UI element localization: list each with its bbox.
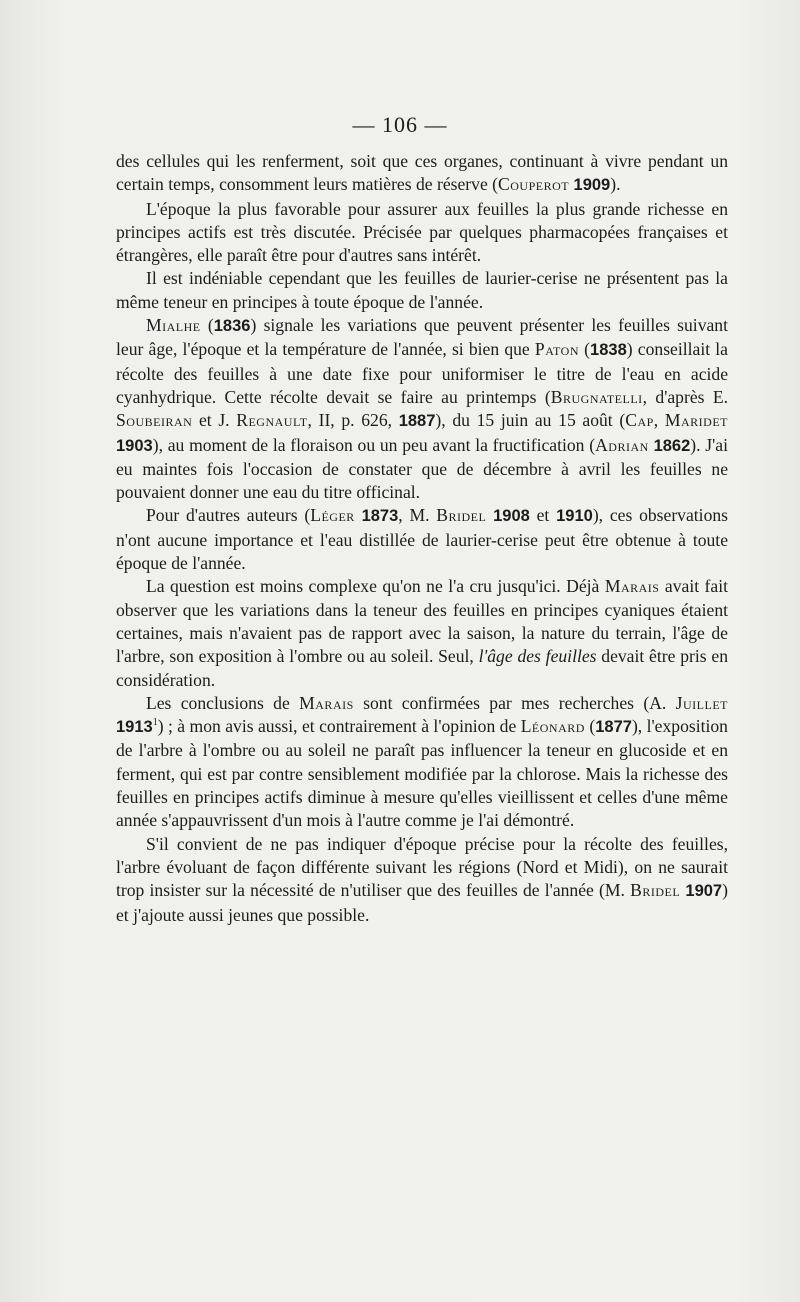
year-reference: 1913 xyxy=(116,718,153,737)
author-name: Bridel xyxy=(436,505,487,526)
author-name: Soubeiran xyxy=(116,410,193,431)
author-name: Léonard xyxy=(520,716,585,737)
author-name: Adrian xyxy=(595,434,649,455)
text-run: , xyxy=(653,410,665,431)
paragraph xyxy=(116,692,728,833)
author-name: Marais xyxy=(299,692,354,713)
author-name: Mialhe xyxy=(146,315,201,336)
text-run: ) et j'ajoute aussi jeunes que possible. xyxy=(116,880,728,925)
year-reference: 1877 xyxy=(595,718,632,737)
paragraph xyxy=(116,575,728,691)
text-run: devait être pris en considération. xyxy=(116,646,728,690)
body-text xyxy=(116,150,728,927)
paragraph xyxy=(116,504,728,575)
text-run: des cellules qui les renferment, soit que ces organes, continuant à vivre pendant un certain temps, consomment leurs matières de réserve ( xyxy=(116,151,728,195)
year-reference: 1887 xyxy=(398,412,436,431)
text-run: et xyxy=(529,505,557,526)
text-run: ). xyxy=(610,174,621,195)
text-run: Pour d'autres auteurs ( xyxy=(146,505,311,526)
author-name: Léger xyxy=(310,505,355,526)
author-name: Cap xyxy=(625,410,654,431)
year-reference: 1836 xyxy=(213,317,251,336)
year-reference: 1909 xyxy=(573,176,611,195)
year-reference: 1907 xyxy=(685,882,723,901)
author-name: Brugnatelli xyxy=(550,386,643,407)
paragraph xyxy=(116,267,728,314)
text-run: sont confirmées par mes recherches (A. xyxy=(353,692,676,713)
text-run: ), au moment de la floraison ou un peu avant la fructification ( xyxy=(152,434,596,455)
year-reference: 1873 xyxy=(361,507,399,526)
paragraph xyxy=(116,150,728,198)
year-reference: 1862 xyxy=(653,436,691,455)
paragraph xyxy=(116,198,728,268)
text-run: ) conseillait la récolte des feuilles à une date fixe pour uniformiser le titre de l'eau en acide cyanhydrique. Cette récolte devait se faire au printemps ( xyxy=(116,339,728,407)
year-reference: 1908 xyxy=(493,507,530,526)
text-run: L'époque la plus favorable pour assurer aux feuilles la plus grande richesse en principes actifs est très discutée. Précisée par quelques pharmacopées françaises et étrangères, elle paraît être pour d'autres sans intérêt. xyxy=(116,198,728,266)
text-run: S'il convient de ne pas indiquer d'époque précise pour la récolte des feuilles, l'arbre évoluant de façon différente suivant les régions (Nord et Midi), on ne saurait trop insister sur la nécessité de n'utiliser que des feuilles de l'année (M. xyxy=(116,833,728,901)
author-name: Maridet xyxy=(664,410,728,431)
text-run: ) ; à mon avis aussi, et contrairement à l'opinion de xyxy=(157,716,521,737)
text-run: Les conclusions de xyxy=(146,692,300,713)
text-run: ), l'exposition de l'arbre à l'ombre ou au soleil ne paraît pas influencer la teneur en glucoside et en ferment, qui est par contre sensiblement modifiée par la chlorose. Mais la richesse des feuilles en principes actifs diminue à mesure qu'elles vieillissent et celles d'une même année s'appauvrissent d'un mois à l'autre comme je l'ai démontré. xyxy=(116,716,728,831)
text-run: ) signale les variations que peuvent présenter les feuilles suivant leur âge, l'époque et la température de l'année, si bien que xyxy=(116,315,728,360)
text-run: , d'après E. xyxy=(642,386,728,407)
text-run: ), du 15 juin au 15 août ( xyxy=(435,410,626,431)
author-name: Bridel xyxy=(630,880,681,901)
year-reference: 1910 xyxy=(556,507,593,526)
text-run: ( xyxy=(584,716,596,737)
author-name: Couperot xyxy=(498,174,570,195)
text-run: , M. xyxy=(398,505,437,526)
text-run: ), ces observations n'ont aucune importance et l'eau distillée de laurier-cerise peut être obtenue à toute époque de l'année. xyxy=(116,505,729,574)
author-name: Paton xyxy=(534,339,579,360)
page-number: — 106 — xyxy=(352,112,448,137)
text-run: avait fait observer que les variations dans la teneur des feuilles en principes cyaniques étaient certaines, mais n'avaient pas de rapport avec la saison, la nature du terrain, l'âge de l'arbre, son exposition à l'ombre ou au soleil. Seul, xyxy=(116,576,728,667)
year-reference: 1903 xyxy=(116,436,153,455)
text-run: et J. xyxy=(192,410,237,431)
text-run: ( xyxy=(200,315,214,336)
paragraph xyxy=(116,314,728,504)
text-run: ). J'ai eu maintes fois l'occasion de constater que de décembre à avril les feuilles ne pouvaient donner une eau du titre officinal. xyxy=(116,434,728,503)
author-name: Juillet xyxy=(675,692,729,713)
emphasis-text: l'âge des feuilles xyxy=(478,646,597,667)
text-run xyxy=(355,505,362,525)
footnote-marker: 1 xyxy=(152,717,158,729)
author-name: Marais xyxy=(604,576,660,597)
paragraph xyxy=(116,833,728,927)
text-run: Il est indéniable cependant que les feuilles de laurier-cerise ne présentent pas la même teneur en principes à toute époque de l'année. xyxy=(116,268,728,312)
year-reference: 1838 xyxy=(590,341,627,360)
text-run: ( xyxy=(579,339,591,360)
author-name: Regnault xyxy=(236,410,308,431)
text-run: La question est moins complexe qu'on ne l'a cru jusqu'ici. Déjà xyxy=(146,576,605,597)
text-run: , II, p. 626, xyxy=(307,410,399,431)
